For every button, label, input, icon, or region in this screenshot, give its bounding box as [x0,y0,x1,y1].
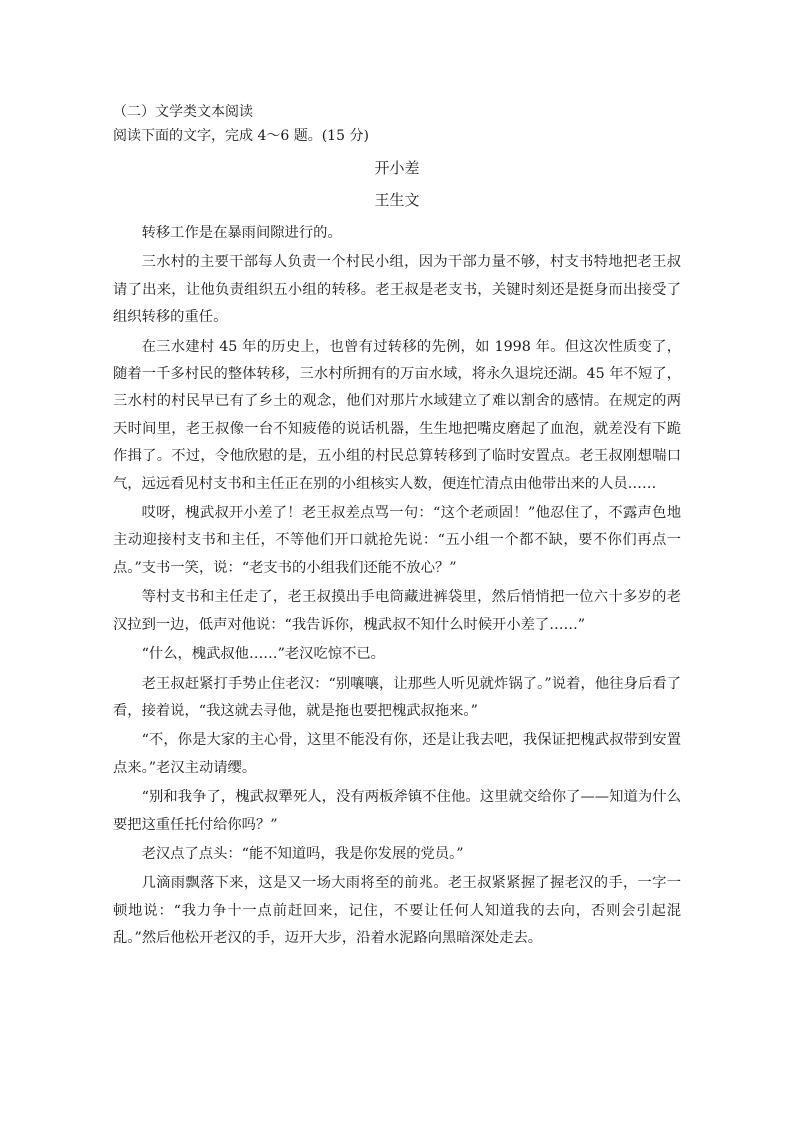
paragraph: 在三水建村 45 年的历史上，也曾有过转移的先例，如 1998 年。但这次性质变了，随着一千多村民的整体转移，三水村所拥有的万亩水域，将永久退垸还湖。45 年不短了，三水村的村民早已有了乡土的观念，他们对那片水域建立了难以割舍的感情。在规定的两天时间里，老王叔像一台不知疲倦的说话机器，生生地把嘴皮磨起了血泡，就差没有下跪作揖了。不过，令他欣慰的是，五小组的村民总算转移到了临时安置点。老王叔刚想喘口气，远远看见村支书和主任正在别的小组核实人数，便连忙清点由他带出来的人员…… [113,338,681,492]
paragraph: 老汉点了点头：“能不知道吗，我是你发展的党员。” [141,845,464,862]
paragraph: “什么，槐武叔他……”老汉吃惊不已。 [141,646,385,663]
paragraph: 等村支书和主任走了，老王叔摸出手电筒藏进裤袋里，然后悄悄把一位六十多岁的老汉拉到一边，低声对他说：“我告诉你，槐武叔不知什么时候开小差了……” [113,589,681,633]
paragraph: “别和我争了，槐武叔犟死人，没有两板斧镇不住他。这里就交给你了——知道为什么要把这重任托付给你吗？” [113,789,681,833]
paragraph: 三水村的主要干部每人负责一个村民小组，因为干部力量不够，村支书特地把老王叔请了出来，让他负责组织五小组的转移。老王叔是老支书，关键时刻还是挺身而出接受了组织转移的重任。 [113,254,681,326]
paragraph: “不，你是大家的主心骨，这里不能没有你，还是让我去吧，我保证把槐武叔带到安置点来。”老汉主动请缨。 [113,732,681,776]
paragraph: 转移工作是在暴雨间隙进行的。 [141,225,342,241]
paragraph: 几滴雨飘落下来，这是又一场大雨将至的前兆。老王叔紧紧握了握老汉的手，一字一顿地说：“我力争十一点前赶回来，记住，不要让任何人知道我的去向，否则会引起混乱。”然后他松开老汉的手，迈开大步，沿着水泥路向黑暗深处走去。 [113,875,681,947]
paragraph: 老王叔赶紧打手势止住老汉：“别嚷嚷，让那些人听见就炸锅了。”说着，他往身后看了看，接着说，“我这就去寻他，就是拖也要把槐武叔拖来。” [113,675,681,719]
story-author: 王生文 [374,191,420,209]
story-title: 开小差 [374,159,420,177]
paragraph: 哎呀，槐武叔开小差了！老王叔差点骂一句：“这个老顽固！”他忍住了，不露声色地主动迎接村支书和主任，不等他们开口就抢先说：“五小组一个都不缺，要不你们再点一点。”支书一笑，说：“老支书的小组我们还能不放心？” [113,505,681,576]
instruction-text: 阅读下面的文字，完成 4～6 题。(15 分) [113,128,369,144]
document-page [113,100,681,955]
section-heading: （二）文学类文本阅读 [113,104,253,120]
